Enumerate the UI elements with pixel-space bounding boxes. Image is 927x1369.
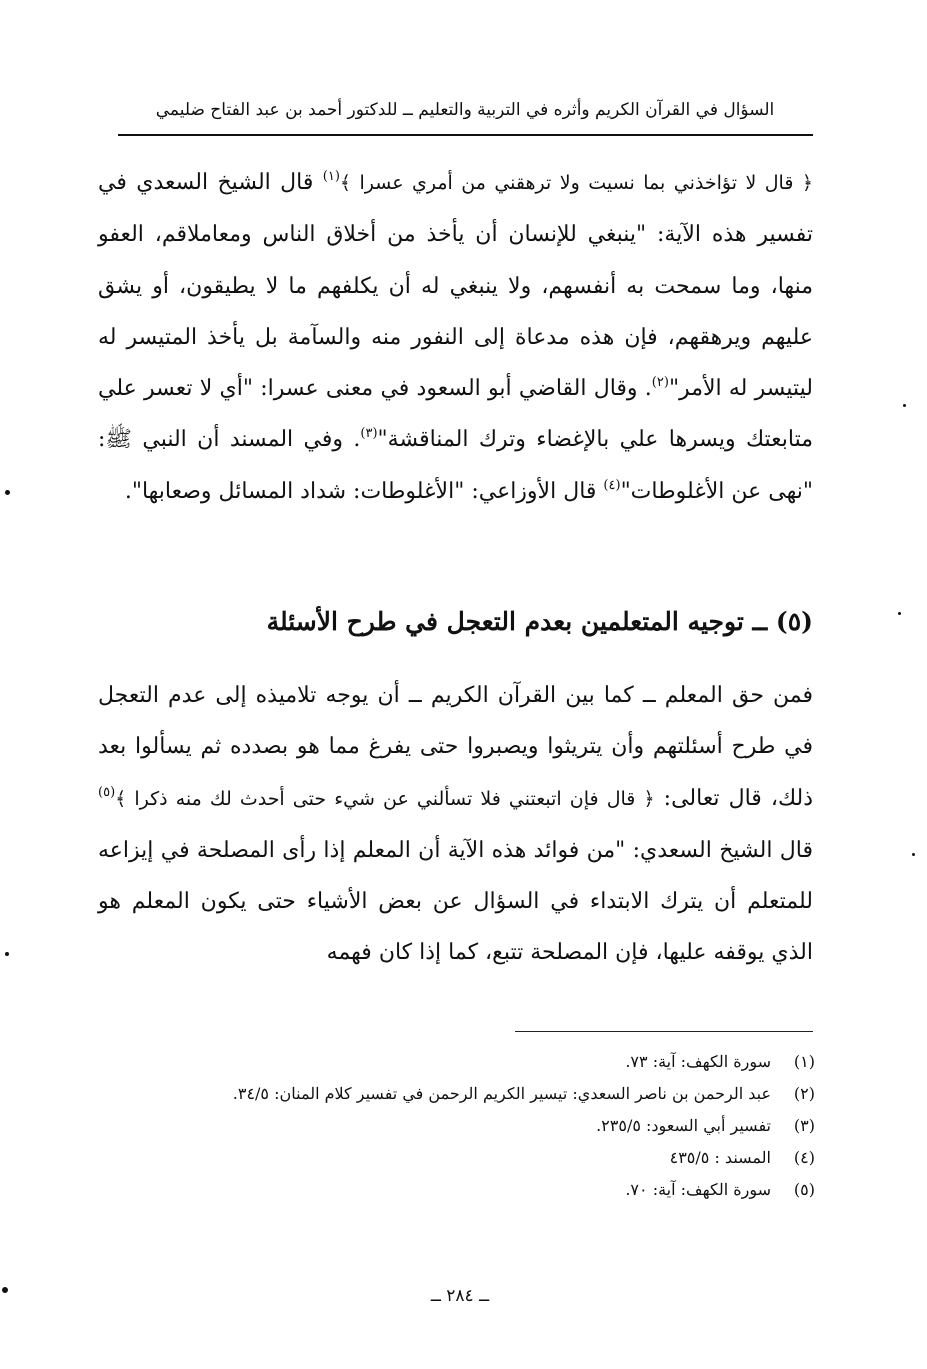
footnote-text: تفسير أبي السعود: ٢٣٥/٥. xyxy=(596,1116,771,1135)
footnote-text: المسند : ٤٣٥/٥ xyxy=(669,1148,771,1167)
footnote-item xyxy=(120,1046,815,1078)
footnote-item xyxy=(120,1174,815,1206)
footnote-number: (٢) xyxy=(793,1084,815,1103)
quran-quote-1: ﴿ قال لا تؤاخذني بما نسيت ولا ترهقني من أمري عسرا ﴾ xyxy=(339,172,813,194)
footnote-ref-5: (٥) xyxy=(98,784,116,800)
scan-speck xyxy=(903,404,906,407)
footnote-ref-2: (٢) xyxy=(651,375,669,391)
footnote-ref-1: (١) xyxy=(322,169,340,184)
scan-speck xyxy=(2,1287,8,1293)
footnote-number: (١) xyxy=(793,1052,815,1071)
footnote-number: (٤) xyxy=(793,1148,815,1167)
paragraph-1 xyxy=(98,157,813,517)
paragraph-1-text-b: . وقال القاضي أبو السعود في معنى عسرا: "أي لا تعسر علي متابعتك ويسرها علي بالإغضاء وترك المناقشة" xyxy=(98,376,813,453)
scan-speck xyxy=(898,612,901,615)
paragraph-2-text-a: فمن حق المعلم ــ كما بين القرآن الكريم ــ أن يوجه تلاميذه إلى عدم التعجل في طرح أسئلتهم وأن يتريثوا ويصبروا حتى يفرغ مما هو بصدده ثم يسألوا بعد ذلك، قال تعالى: xyxy=(98,683,813,811)
section-heading: (٥) ــ توجيه المتعلمين بعدم التعجل في طرح الأسئلة xyxy=(266,607,813,636)
paragraph-1-text-d: قال الأوزاعي: "الأغلوطات: شداد المسائل وصعابها". xyxy=(124,478,604,504)
footnote-item xyxy=(120,1110,815,1142)
quran-quote-2: ﴿ قال فإن اتبعتني فلا تسألني عن شيء حتى أحدث لك منه ذكرا ﴾ xyxy=(115,787,655,810)
paragraph-2 xyxy=(98,670,813,979)
running-header: السؤال في القرآن الكريم وأثره في التربية والتعليم ــ للدكتور أحمد بن عبد الفتاح ضليمي xyxy=(155,100,775,120)
footnote-ref-3: (٣) xyxy=(360,426,378,442)
paragraph-2-text-b: قال الشيخ السعدي: "من فوائد هذه الآية أن المعلم إذا رأى المصلحة في إيزاعه للمتعلم أن يترك الابتداء في السؤال عن بعض الأشياء حتى يكون المعلم هو الذي يوقفه عليها، فإن المصلحة تتبع، كما إذا كان فهمه xyxy=(98,837,813,966)
footnote-list xyxy=(120,1046,815,1206)
header-divider xyxy=(118,134,813,136)
paragraph-1-text-a: قال الشيخ السعدي في تفسير هذه الآية: "ينبغي للإنسان أن يأخذ من أخلاق الناس ومعاملاقم، العفو منها، وما سمحت به أنفسهم، ولا ينبغي له أن يكلفهم ما لا يطيقون، أو يشق عليهم ويرهقهم، فإن هذه مدعاة إلى النفور منه والسآمة بل يأخذ المتيسر له ليتيسر له الأمر" xyxy=(98,170,813,402)
footnote-text: سورة الكهف: آية: ٧٠. xyxy=(625,1180,771,1199)
footnote-item xyxy=(120,1078,815,1110)
footnote-number: (٥) xyxy=(793,1180,815,1199)
page-number: ــ ٢٨٤ ــ xyxy=(430,1286,490,1306)
footnote-item xyxy=(120,1142,815,1174)
scan-speck xyxy=(5,952,9,956)
paragraph-1-text-c: . وفي المسند أن النبي ﷺ: "نهى عن الأغلوطات" xyxy=(98,427,813,504)
scan-speck xyxy=(5,490,10,495)
footnote-number: (٣) xyxy=(793,1116,815,1135)
footnote-ref-4: (٤) xyxy=(603,477,621,493)
footnote-divider xyxy=(515,1031,813,1032)
footnote-text: عبد الرحمن بن ناصر السعدي: تيسير الكريم الرحمن في تفسير كلام المنان: ٣٤/٥. xyxy=(232,1084,771,1103)
footnote-text: سورة الكهف: آية: ٧٣. xyxy=(625,1052,771,1071)
scan-speck xyxy=(912,853,915,856)
